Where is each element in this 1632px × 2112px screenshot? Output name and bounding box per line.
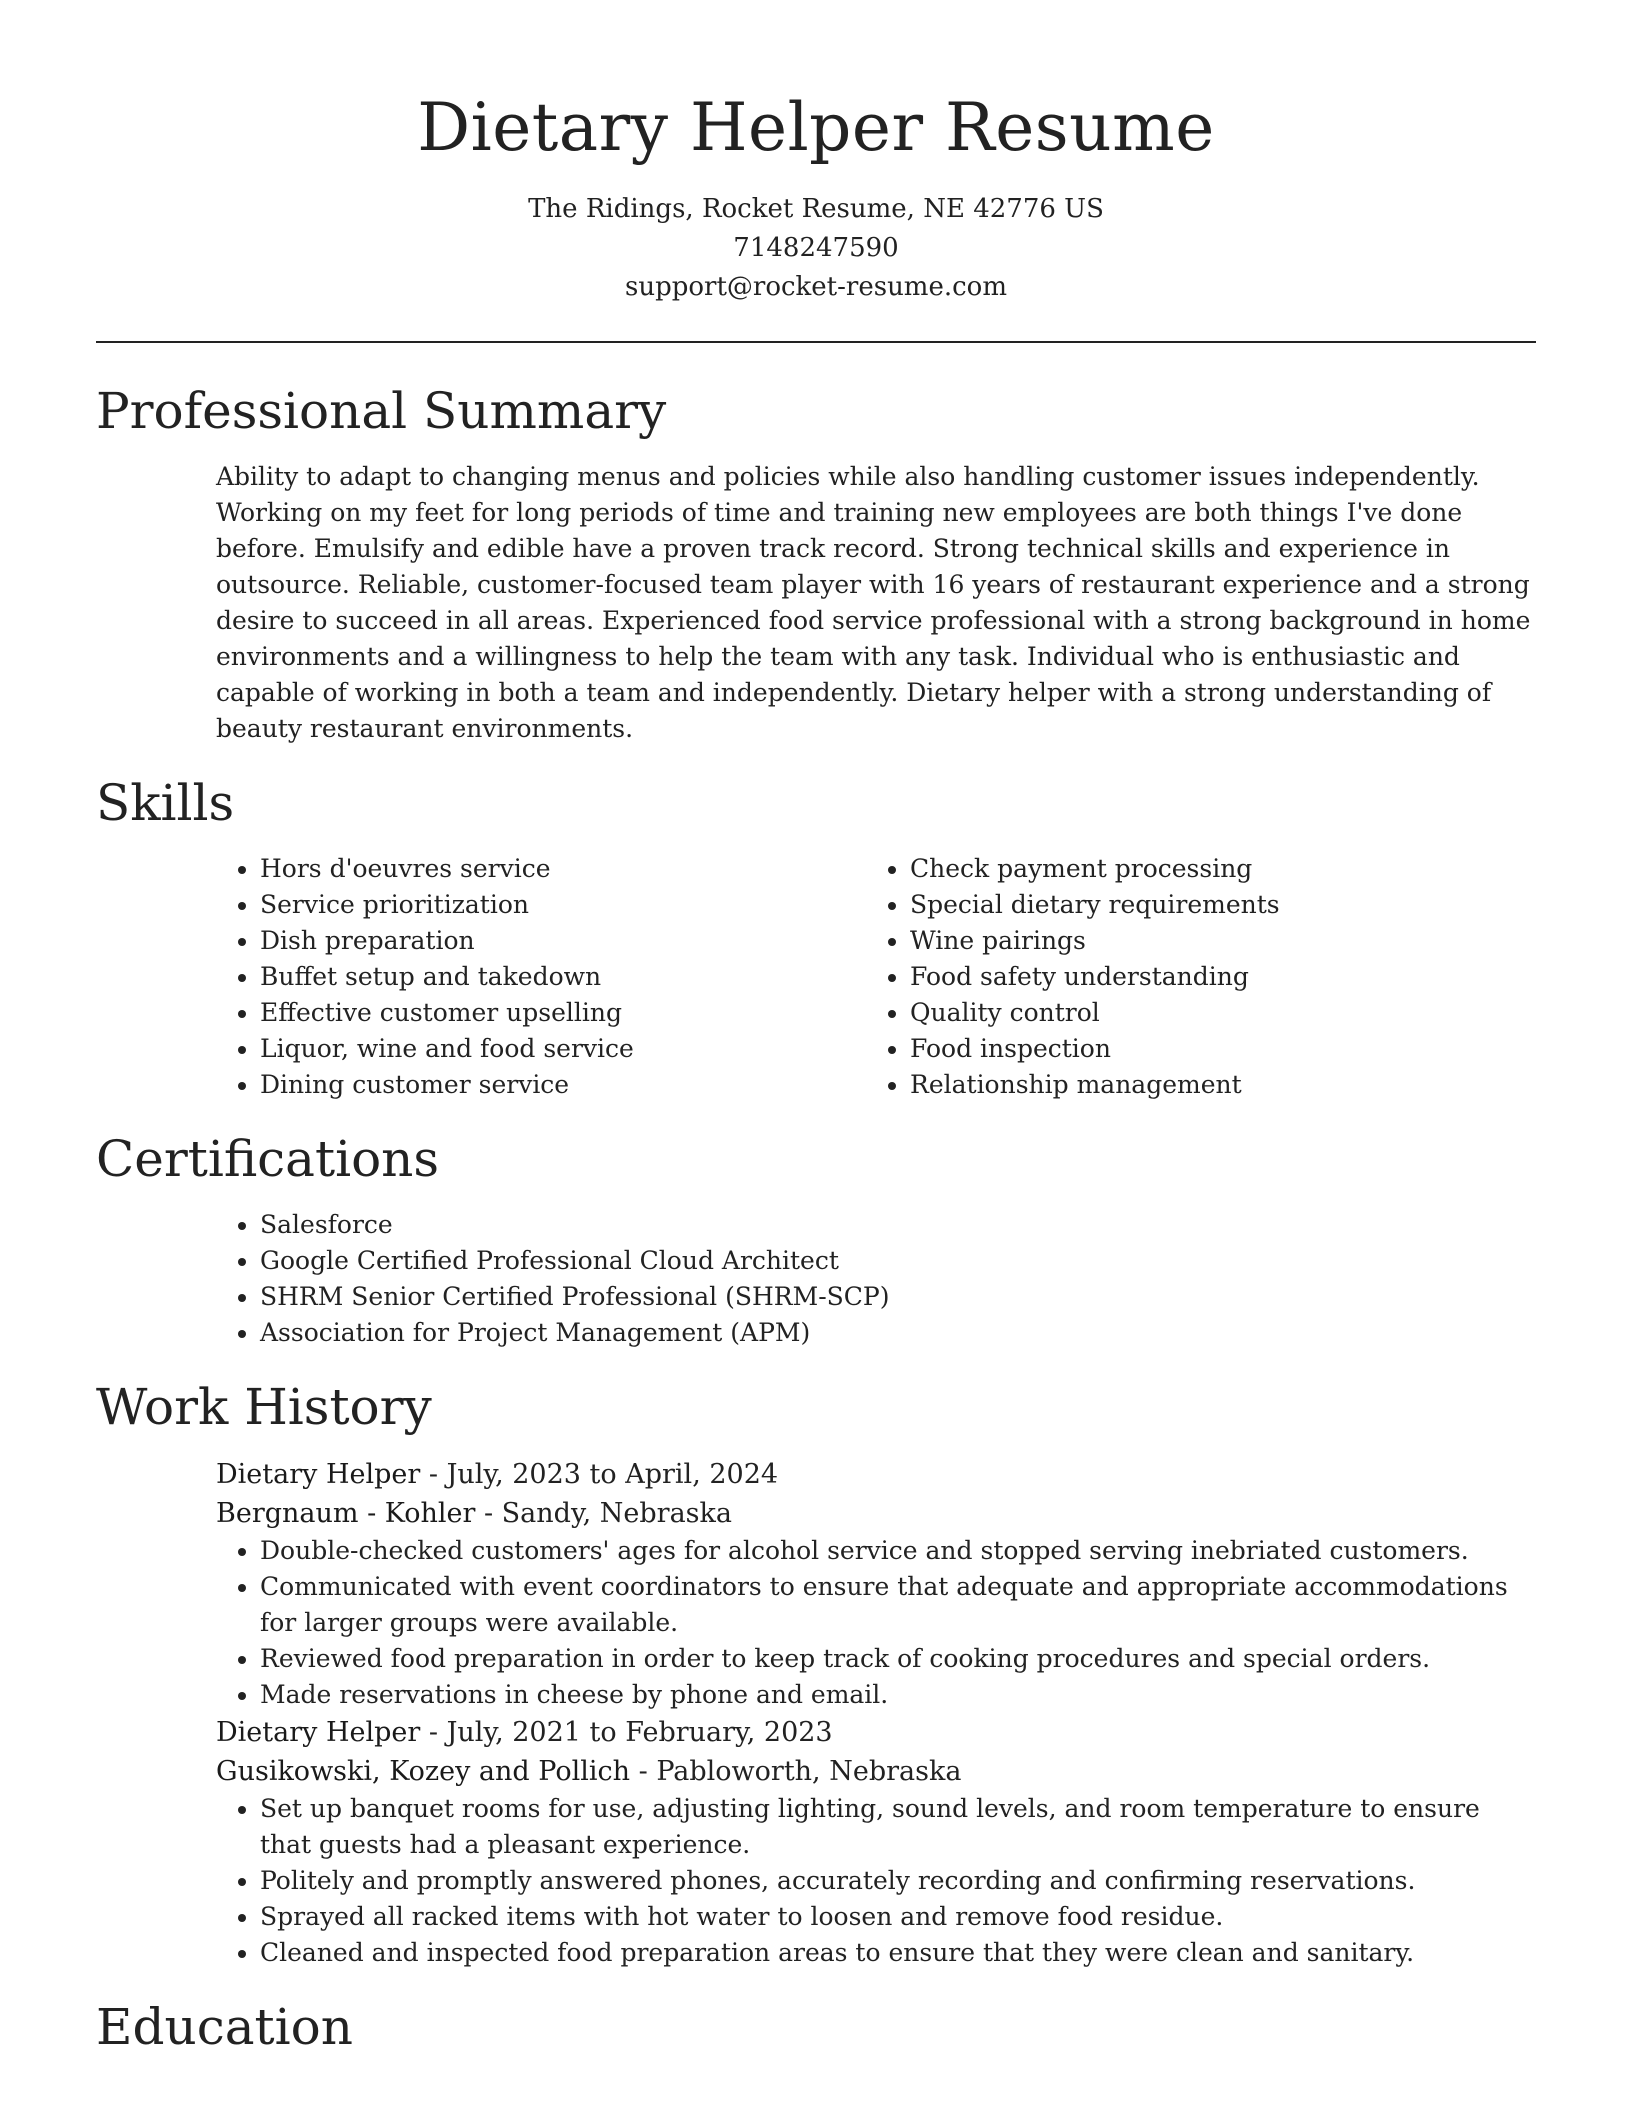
certification-item: • Google Certified Professional Cloud Architect [260,1243,1536,1279]
skill-item: • Dish preparation [260,923,866,959]
resume-header [96,0,1536,307]
job-bullet: • Double-checked customers' ages for alcohol service and stopped serving inebriated customers. [260,1533,1536,1569]
job-title-line [216,1455,1536,1494]
skills-heading: Skills [96,774,235,832]
job-bullet: • Reviewed food preparation in order to keep track of cooking procedures and special orders. [260,1641,1536,1677]
skill-item: • Relationship management [910,1067,1516,1103]
email: support@rocket-resume.com [624,272,1007,302]
job-bullet: • Politely and promptly answered phones, accurately recording and confirming reservations. [260,1863,1536,1899]
job-company: Gusikowski, Kozey and Pollich [216,1756,631,1787]
skill-item: • Quality control [910,995,1516,1031]
summary-text: Ability to adapt to changing menus and policies while also handling customer issues independently. Working on my feet for long periods of time and training new employees are both things I've done before. Emulsify and edible have a proven track record. Strong technical skills and experience in outsource. Reliable, customer-focused team player with 16 years of restaurant experience and a strong desire to succeed in all areas. Experienced food service professional with a strong background in home environments and a willingness to help the team with any task. Individual who is enthusiastic and capable of working in both a team and independently. Dietary helper with a strong understanding of beauty restaurant environments. [216,462,1531,743]
job-dates: - July, 2021 to February, 2023 [420,1717,833,1748]
skill-item: • Special dietary requirements [910,887,1516,923]
job-bullet: • Communicated with event coordinators to ensure that adequate and appropriate accommodations for larger groups were available. [260,1569,1536,1641]
skill-item: • Service prioritization [260,887,866,923]
skill-item: • Liquor, wine and food service [260,1031,866,1067]
job-company-line [216,1752,1536,1791]
certification-item: • SHRM Senior Certified Professional (SHRM-SCP) [260,1279,1536,1315]
education-section [96,1997,1536,2057]
header-divider [96,341,1536,343]
job-bullet: • Set up banquet rooms for use, adjusting lighting, sound levels, and room temperature to ensure that guests had a pleasant experience. [260,1791,1536,1863]
job-bullets [216,1533,1536,1713]
phone: 7148247590 [733,233,899,263]
job-company-line [216,1494,1536,1533]
address: The Ridings, Rocket Resume, NE 42776 US [528,194,1104,224]
summary-heading: Professional Summary [96,382,667,440]
summary-section [96,381,1536,747]
work-history-section [96,1377,1536,1971]
skill-item: • Food safety understanding [910,959,1516,995]
skill-item: • Wine pairings [910,923,1516,959]
skill-item: • Check payment processing [910,851,1516,887]
skill-item: • Food inspection [910,1031,1516,1067]
job-company: Bergnaum - Kohler [216,1498,476,1529]
job-role: Dietary Helper [216,1459,421,1490]
job-role: Dietary Helper [216,1717,421,1748]
work-history-heading: Work History [96,1378,432,1436]
certifications-section [96,1129,1536,1351]
skills-column-left [216,851,866,1103]
job-entry [216,1713,1536,1971]
education-heading: Education [96,1998,353,2056]
job-location: - Pabloworth, Nebraska [630,1756,962,1787]
job-bullet: • Made reservations in cheese by phone and email. [260,1677,1536,1713]
job-bullet: • Cleaned and inspected food preparation areas to ensure that they were clean and sanitary. [260,1935,1536,1971]
skill-item: • Effective customer upselling [260,995,866,1031]
skills-grid [216,851,1536,1103]
certification-item: • Association for Project Management (APM) [260,1315,1536,1351]
job-bullets [216,1791,1536,1971]
skill-item: • Dining customer service [260,1067,866,1103]
job-bullet: • Sprayed all racked items with hot water to loosen and remove food residue. [260,1899,1536,1935]
skill-item: • Buffet setup and takedown [260,959,866,995]
skill-item: • Hors d'oeuvres service [260,851,866,887]
certification-item: • Salesforce [260,1207,1536,1243]
skills-column-right [866,851,1516,1103]
job-dates: - July, 2023 to April, 2024 [420,1459,779,1490]
job-location: - Sandy, Nebraska [475,1498,732,1529]
skills-section [96,773,1536,1103]
job-title-line [216,1713,1536,1752]
certifications-list [216,1207,1536,1351]
certifications-heading: Certifications [96,1130,440,1188]
job-entry [216,1455,1536,1713]
resume-title: Dietary Helper Resume [417,89,1215,166]
